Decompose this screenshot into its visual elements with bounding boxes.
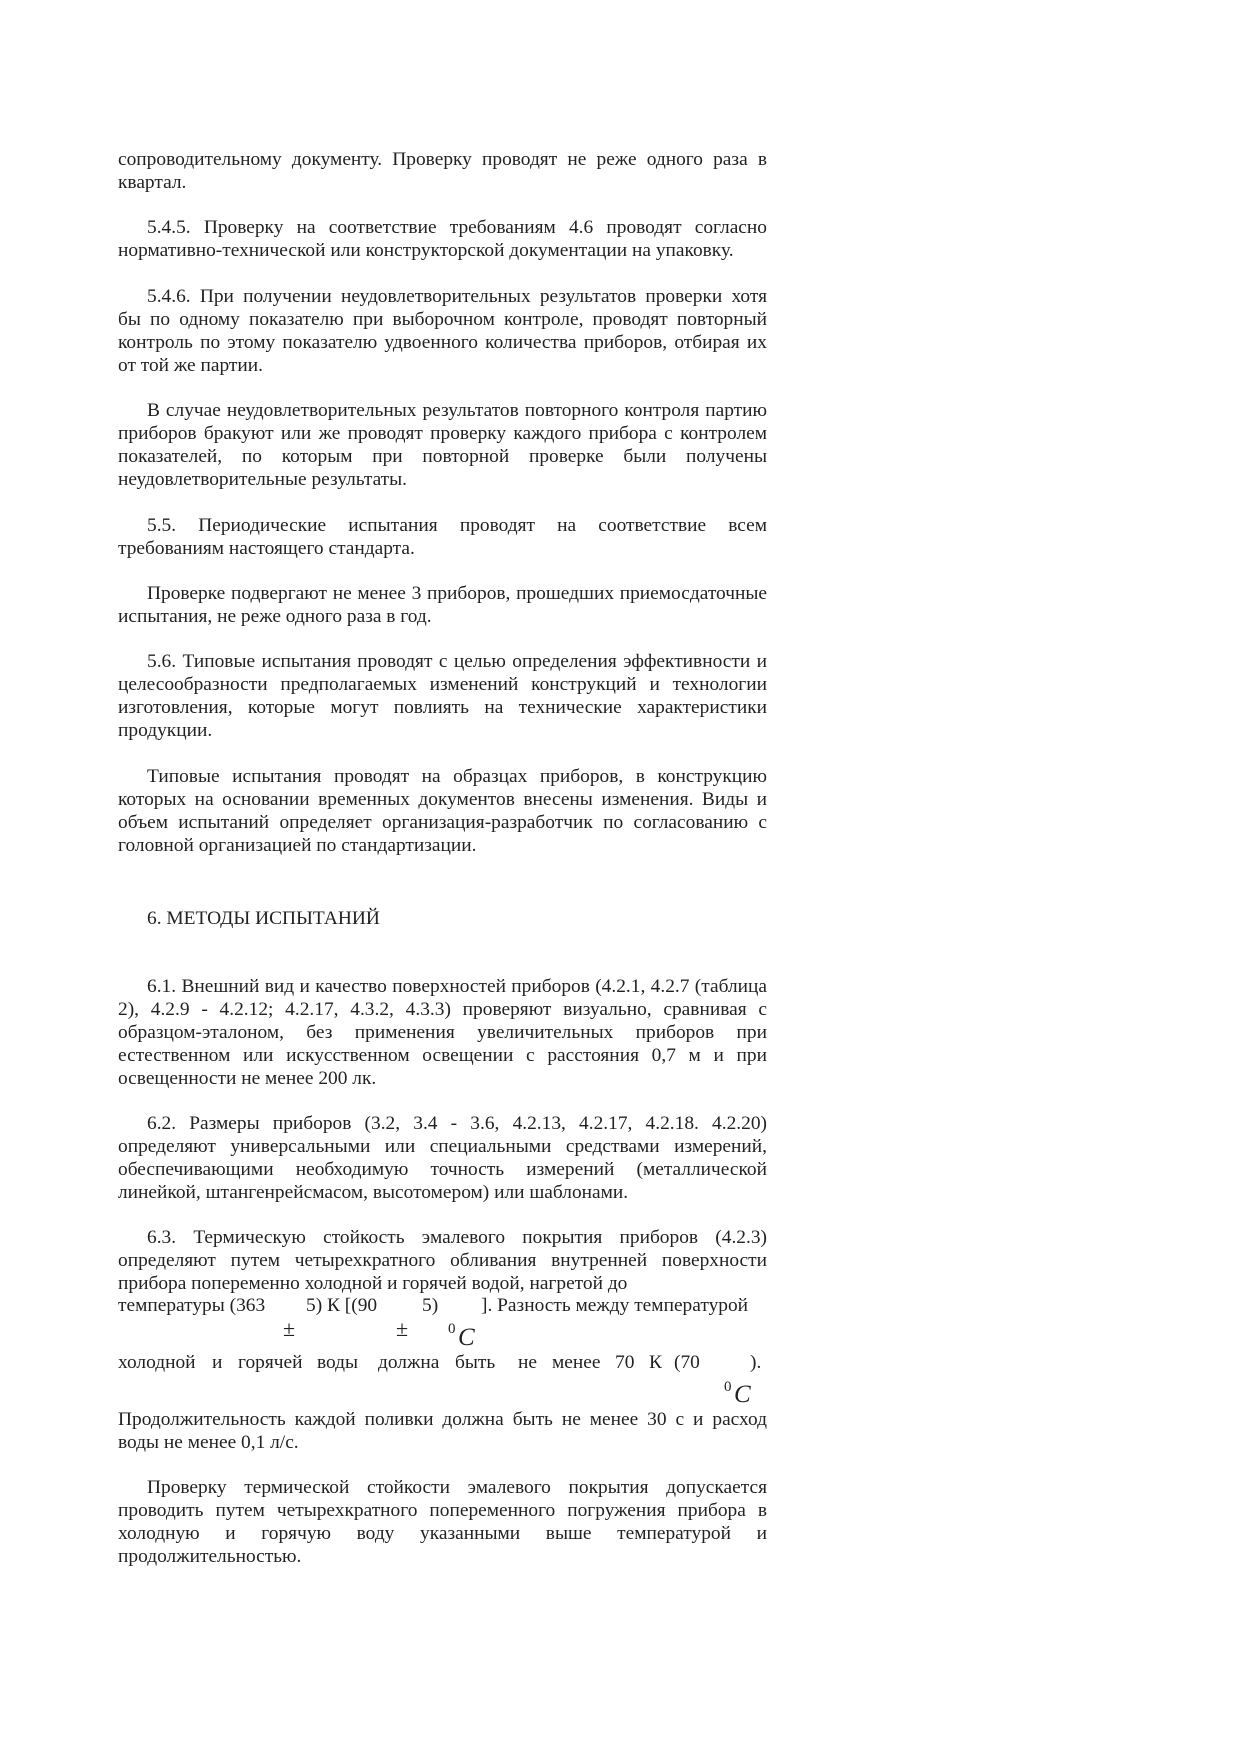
paragraph-sample-count: Проверке подвергают не менее 3 приборов, прошедших приемосдаточные испытания, не реже одного раза в год.: [118, 583, 767, 627]
paragraph-6-3-tail: Продолжительность каждой поливки должна быть не менее 30 с и расход воды не менее 0,1 л/с.: [118, 1409, 767, 1453]
paragraph-continuation: сопроводительному документу. Проверку проводят не реже одного раза в квартал.: [118, 149, 767, 193]
formula-text-d: ]. Разность между температурой: [481, 1295, 749, 1316]
line-word: горячей: [238, 1352, 303, 1373]
line-word: и: [212, 1352, 223, 1373]
paragraph-5-5: 5.5. Периодические испытания проводят на соответствие всем требованиям настоящего стандарта.: [118, 515, 767, 559]
line-word: (70: [674, 1352, 700, 1373]
paragraph-repeat-control: В случае неудовлетворительных результатов повторного контроля партию приборов бракуют или же проводят проверку каждого прибора с контролем показателей, по которым при повторной проверке были получены неудовлетворительные результаты.: [118, 400, 767, 490]
line-word: не: [518, 1352, 537, 1373]
paragraph-6-3: 6.3. Термическую стойкость эмалевого покрытия приборов (4.2.3) определяют путем четырехкратного обливания внутренней поверхности прибора попеременно холодной и горячей водой, нагретой до: [118, 1227, 767, 1294]
paragraph-6-1: 6.1. Внешний вид и качество поверхностей приборов (4.2.1, 4.2.7 (таблица 2), 4.2.9 - 4.2.12; 4.2.17, 4.3.2, 4.3.3) проверяют визуально, сравнивая с образцом-эталоном, без применения увеличительных приборов при естественном или искусственном освещении с расстояния 0,7 м и при освещенности не менее 200 лк.: [118, 976, 767, 1089]
line-word: должна: [378, 1352, 440, 1373]
paragraph-5-4-6: 5.4.6. При получении неудовлетворительных результатов проверки хотя бы по одному показателю при выборочном контроле, проводят повторный контроль по этому показателю удвоенного количества приборов, отбирая их от той же партии.: [118, 286, 767, 376]
formula-text-a: температуры (363: [118, 1295, 266, 1316]
line-word: быть: [455, 1352, 496, 1373]
formula-line-difference: [118, 1352, 767, 1375]
degree-zero-1: 0: [448, 1321, 456, 1337]
degree-zero-2: 0: [724, 1379, 732, 1395]
plus-minus-symbol-2: ±: [396, 1316, 409, 1341]
formula-line-temperature: [118, 1295, 767, 1318]
paragraph-type-tests: Типовые испытания проводят на образцах приборов, в конструкцию которых на основании временных документов внесены изменения. Виды и объем испытаний определяет организация-разработчик по согласованию с головной организацией по стандартизации.: [118, 766, 767, 856]
line-word: 70: [615, 1352, 635, 1373]
paragraph-5-4-5: 5.4.5. Проверку на соответствие требованиям 4.6 проводят согласно нормативно-технической или конструкторской документации на упаковку.: [118, 217, 767, 261]
celsius-symbol-2: C: [734, 1381, 751, 1408]
plus-minus-symbol-1: ±: [283, 1316, 296, 1341]
line-word-close: ).: [750, 1352, 762, 1373]
formula-text-c: 5): [422, 1295, 439, 1316]
line-word: воды: [317, 1352, 359, 1373]
line-word: К: [649, 1352, 662, 1373]
formula-text-b: 5) К [(90: [306, 1295, 378, 1316]
paragraph-6-2: 6.2. Размеры приборов (3.2, 3.4 - 3.6, 4.2.13, 4.2.17, 4.2.18. 4.2.20) определяют универсальными или специальными средствами измерений, обеспечивающими необходимую точность измерений (металлической линейкой, штангенрейсмасом, высотомером) или шаблонами.: [118, 1113, 767, 1203]
celsius-symbol-1: C: [458, 1324, 475, 1351]
paragraph-5-6: 5.6. Типовые испытания проводят с целью определения эффективности и целесообразности предполагаемых изменений конструкций и технологии изготовления, которые могут повлиять на технические характеристики продукции.: [118, 651, 767, 741]
line-word: менее: [552, 1352, 601, 1373]
section-heading: 6. МЕТОДЫ ИСПЫТАНИЙ: [147, 908, 380, 929]
paragraph-immersion-test: Проверку термической стойкости эмалевого покрытия допускается проводить путем четырехкратного попеременного погружения прибора в холодную и горячую воду указанными выше температурой и продолжительностью.: [118, 1477, 767, 1567]
line-word: холодной: [118, 1352, 196, 1373]
